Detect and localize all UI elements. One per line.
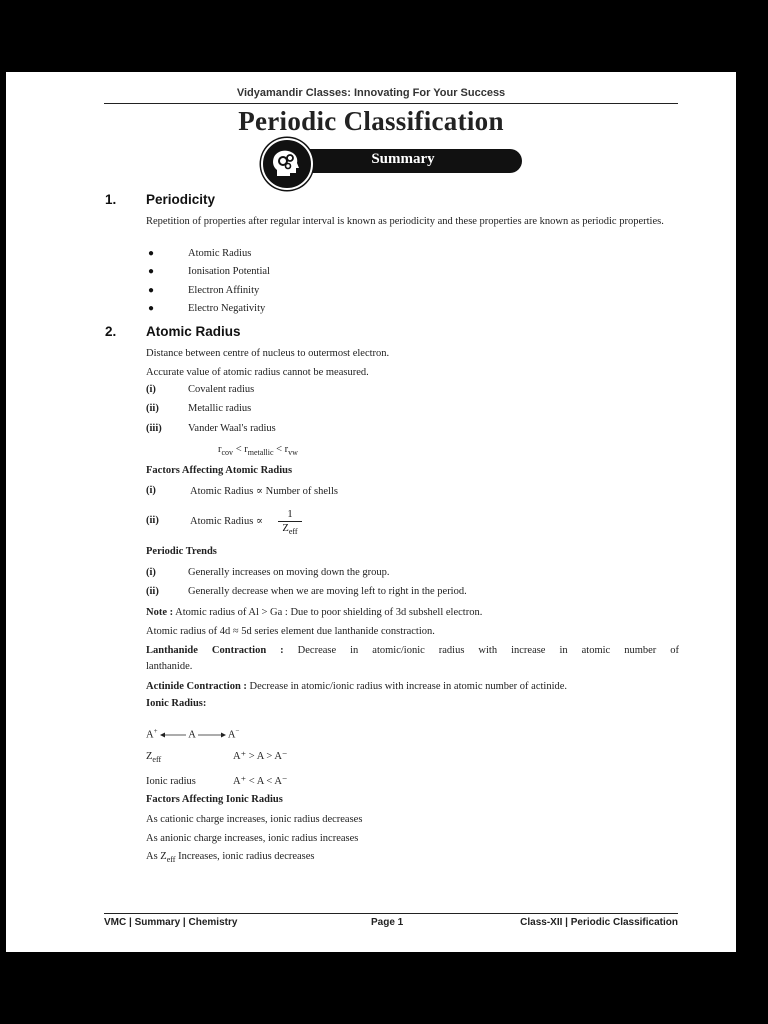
radius-order-formula: $r_{cov} < r_{metallic} < r_{vw}$ (218, 444, 298, 458)
left-arrow-icon (160, 731, 186, 739)
page-number: Page 1 (371, 917, 404, 928)
bullet-item: Atomic Radius (188, 248, 252, 259)
list-label: (iii) (146, 423, 162, 434)
list-label: (ii) (146, 586, 159, 597)
bullet-icon: ● (148, 248, 155, 259)
list-item: Covalent radius (188, 384, 255, 395)
list-label: (i) (146, 384, 156, 395)
definition: Actinide Contraction : Decrease in atomic/ionic radius with increase in atomic number of actinide. (146, 681, 568, 692)
subheading: Factors Affecting Ionic Radius (146, 794, 283, 805)
subheading: Factors Affecting Atomic Radius (146, 465, 293, 476)
subheading: Ionic Radius: (146, 698, 207, 709)
right-arrow-icon (198, 731, 226, 739)
head-gears-icon (261, 138, 313, 190)
footer-right: Class-XII | Periodic Classification (520, 917, 678, 928)
list-label: (ii) (146, 403, 159, 414)
list-item: Atomic Radius ∝ Number of shells (190, 486, 338, 497)
definition: Lanthanide Contraction : Decrease in atomic/ionic radius with increase in atomic number of (146, 645, 680, 656)
paragraph: As $Z_{eff}$ Increases, ionic radius decreases (146, 851, 315, 865)
document-page (6, 72, 736, 952)
list-label: (i) (146, 567, 156, 578)
note: Note : Atomic radius of Al > Ga : Due to poor shielding of 3d subshell electron. (146, 607, 483, 618)
paragraph: Distance between centre of nucleus to outermost electron. (146, 348, 390, 359)
ionic-radius-label: Ionic radius (146, 776, 196, 787)
bullet-item: Electron Affinity (188, 285, 260, 296)
paragraph: As cationic charge increases, ionic radius decreases (146, 814, 363, 825)
list-item: Generally decrease when we are moving left to right in the period. (188, 586, 467, 597)
page-title: Periodic Classification (238, 106, 504, 136)
paragraph: Repetition of properties after regular interval is known as periodicity and these properties are known as periodic properties. (146, 216, 664, 227)
summary-label: Summary (371, 151, 435, 167)
paragraph: As anionic charge increases, ionic radius increases (146, 833, 359, 844)
section-number: 1. (105, 192, 117, 207)
list-label: (i) (146, 485, 156, 496)
bullet-icon: ● (148, 285, 155, 296)
list-item: Atomic Radius ∝ (190, 516, 264, 527)
paragraph: lanthanide. (146, 661, 193, 672)
list-label: (ii) (146, 515, 159, 526)
paragraph: Atomic radius of 4d ≈ 5d series element due lanthanide constraction. (146, 626, 435, 637)
list-item: Generally increases on moving down the group. (188, 567, 390, 578)
footer-rule (104, 913, 678, 914)
section-title: Periodicity (146, 192, 216, 207)
list-item: Metallic radius (188, 403, 252, 414)
ionic-radius-order: A⁺ < A < A⁻ (233, 776, 288, 787)
footer-left: VMC | Summary | Chemistry (104, 917, 238, 928)
fraction: 1 $Z_{eff}$ (278, 508, 302, 539)
subheading: Periodic Trends (146, 546, 217, 557)
zeff-order: A⁺ > A > A⁻ (233, 751, 288, 762)
list-item: Vander Waal's radius (188, 423, 276, 434)
bullet-icon: ● (148, 266, 155, 277)
bullet-icon: ● (148, 303, 155, 314)
bullet-item: Ionisation Potential (188, 266, 270, 277)
institute-header: Vidyamandir Classes: Innovating For Your Success (236, 87, 506, 99)
bullet-item: Electro Negativity (188, 303, 266, 314)
header-rule (104, 103, 678, 104)
section-title: Atomic Radius (146, 324, 241, 339)
section-number: 2. (105, 324, 117, 339)
paragraph: Accurate value of atomic radius cannot be measured. (146, 367, 369, 378)
ionic-equation: A+ A A− (146, 727, 240, 741)
zeff-label: $Z_{eff}$ (146, 751, 162, 765)
